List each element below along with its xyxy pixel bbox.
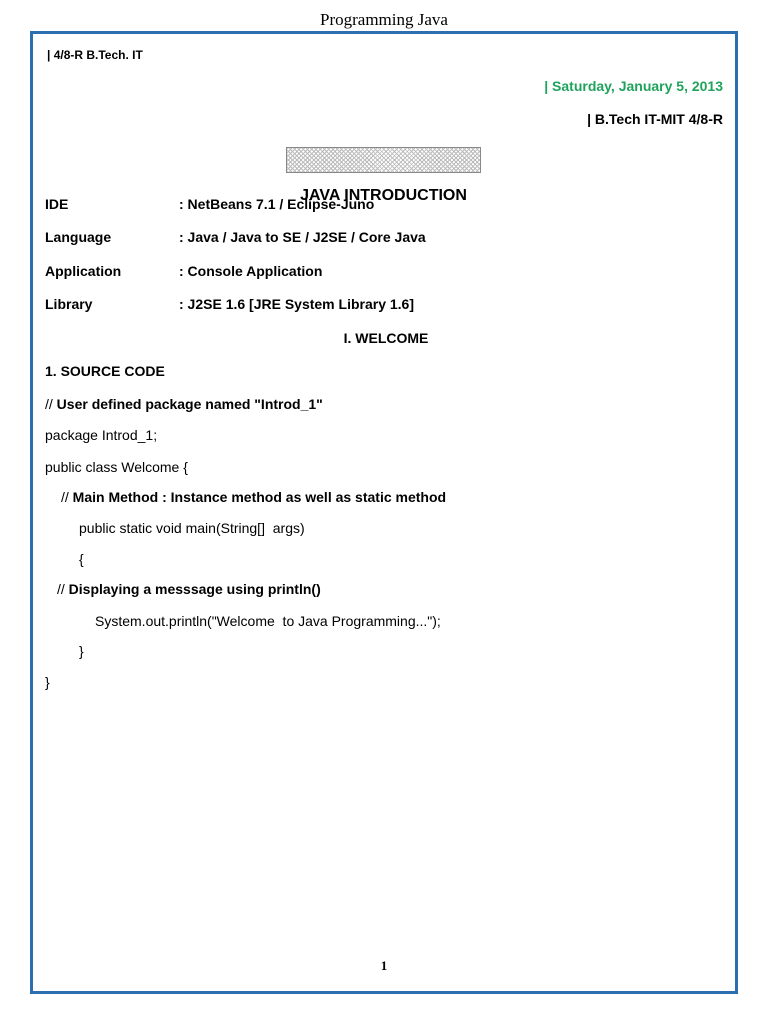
code-line-main: public static void main(String[] args) [79, 520, 305, 536]
comment-text: Main Method : Instance method as well as static method [72, 489, 447, 505]
code-comment-main [61, 489, 446, 505]
comment-text: Displaying a messsage using println() [68, 581, 321, 597]
section-title: I. WELCOME [343, 330, 429, 346]
code-comment-package [45, 396, 323, 412]
code-line-package: package Introd_1; [45, 427, 158, 443]
code-line-close-class: } [45, 674, 50, 690]
info-label-ide: IDE [45, 196, 69, 212]
code-line-close-method: } [79, 643, 84, 659]
subsection-title: 1. SOURCE CODE [45, 363, 165, 379]
comment-prefix: // [61, 489, 73, 505]
document-title: JAVA INTRODUCTION [289, 186, 478, 206]
document-date: | Saturday, January 5, 2013 [544, 78, 723, 94]
info-label-language: Language [45, 229, 112, 245]
comment-text: User defined package named "Introd_1" [56, 396, 323, 412]
code-comment-println [57, 581, 321, 597]
info-value-library: : J2SE 1.6 [JRE System Library 1.6] [179, 296, 414, 312]
page-header: Programming Java [320, 10, 448, 29]
comment-prefix: // [45, 396, 57, 412]
code-line-class: public class Welcome { [45, 459, 188, 475]
info-value-language: : Java / Java to SE / J2SE / Core Java [179, 229, 426, 245]
info-value-application: : Console Application [179, 263, 323, 279]
info-label-library: Library [45, 296, 93, 312]
header-tag: | 4/8-R B.Tech. IT [47, 48, 143, 62]
info-value-ide: : NetBeans 7.1 / Eclipse-Juno [179, 196, 375, 212]
page-number: 1 [380, 958, 388, 973]
title-box [286, 147, 481, 204]
info-label-application: Application [45, 263, 122, 279]
document-frame [30, 31, 738, 994]
code-line-open-brace: { [79, 551, 84, 567]
code-line-println: System.out.println("Welcome to Java Programming..."); [95, 613, 441, 629]
course-label: | B.Tech IT-MIT 4/8-R [587, 111, 723, 127]
comment-prefix: // [57, 581, 69, 597]
